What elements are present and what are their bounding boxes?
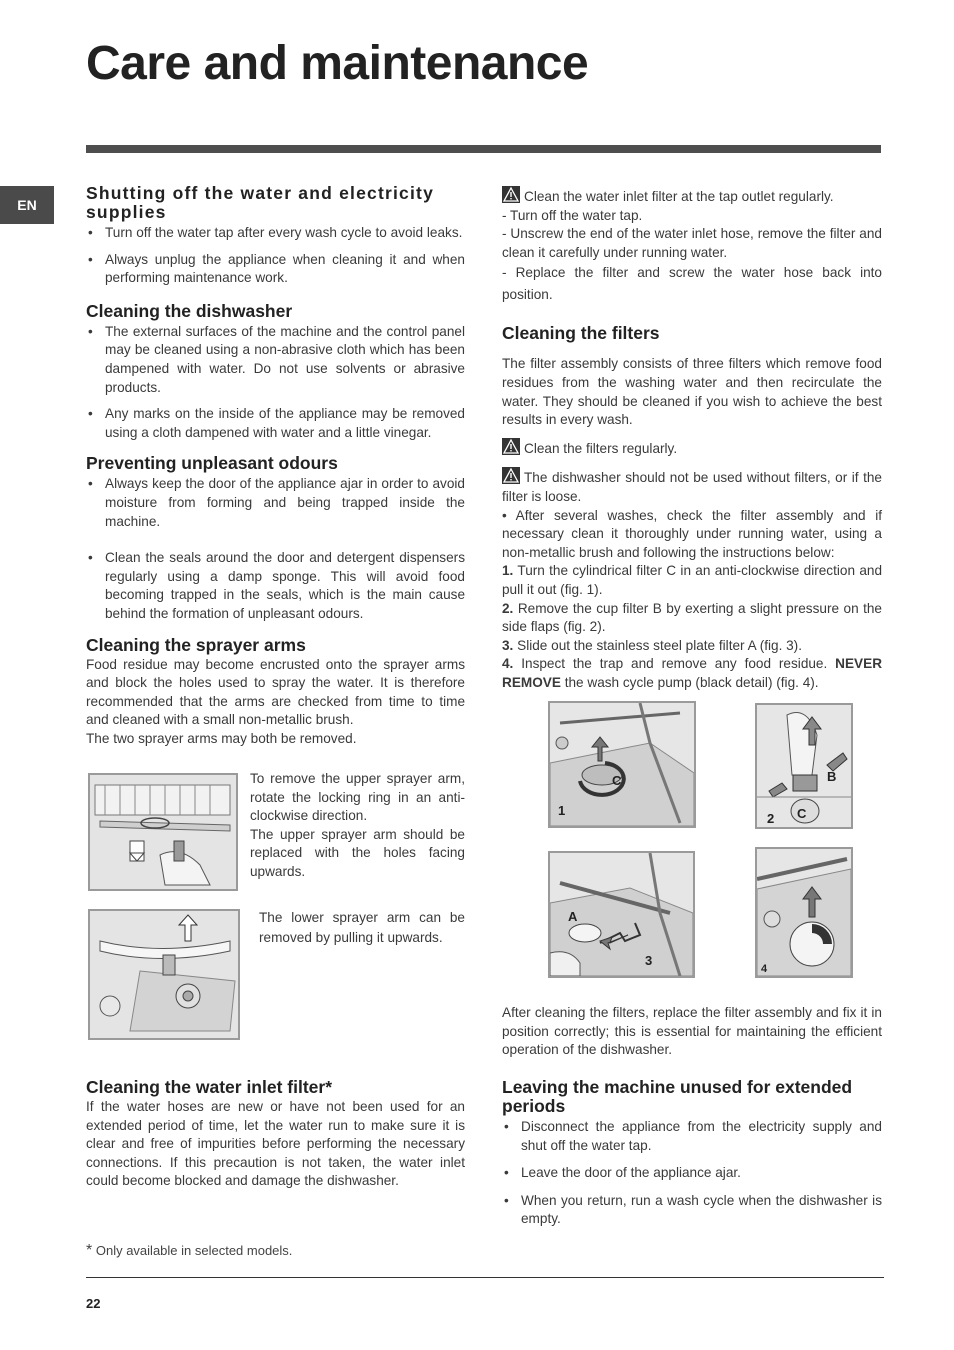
shutoff-list xyxy=(86,224,465,288)
lower-sprayer-text: The lower sprayer arm can be removed by pulling it upwards. xyxy=(259,910,465,945)
list-item: • Leave the door of the appliance ajar. xyxy=(502,1164,882,1183)
list-item: • Disconnect the appliance from the electricity supply and shut off the water tap. xyxy=(502,1118,882,1155)
filters-after-text: After cleaning the filters, replace the filter assembly and fix it in position correctly; this is essential for maintaining the efficient operation of the dishwasher. xyxy=(502,1005,882,1058)
warning-icon xyxy=(502,438,520,455)
list-item: • Always keep the door of the appliance ajar in order to avoid moisture from forming and being trapped inside the machine. xyxy=(86,475,465,531)
warning-icon xyxy=(502,186,520,203)
upper-sprayer-illustration xyxy=(88,773,238,891)
list-item: • Any marks on the inside of the appliance may be removed using a cloth dampened with water and a little vinegar. xyxy=(86,405,465,442)
figure-2 xyxy=(755,703,853,829)
filters-warning-2: The dishwasher should not be used without filters, or if the filter is loose. xyxy=(502,467,882,506)
figure-3 xyxy=(548,851,695,978)
unused-section xyxy=(502,1078,882,1229)
lower-sprayer-instructions xyxy=(259,908,465,948)
upper-sprayer-instructions xyxy=(250,770,465,882)
unused-list xyxy=(502,1118,882,1229)
filters-warning-1: Clean the filters regularly. xyxy=(502,438,882,459)
footnote xyxy=(86,1242,292,1260)
heading-unused: Leaving the machine unused for extended periods xyxy=(502,1077,853,1116)
figure-number: 3 xyxy=(645,953,653,968)
figure-number: 2 xyxy=(767,811,775,826)
inlet-step: - Unscrew the end of the water inlet hose, remove the filter and clean it carefully under running water. xyxy=(502,226,882,260)
inlet-filter-text: If the water hoses are new or have not been used for an extended period of time, let the water run to make sure it is clear and free of impurities before performing the necessary connections. If this precaution is not taken, the water inlet could become blocked and damage the dishwasher. xyxy=(86,1099,465,1189)
heading-inlet-filter: Cleaning the water inlet filter* xyxy=(86,1077,333,1097)
lower-sprayer-drawing xyxy=(90,911,238,1038)
warning-icon xyxy=(502,467,520,484)
figure-number: 1 xyxy=(558,803,566,818)
list-item: • When you return, run a wash cycle when the dishwasher is empty. xyxy=(502,1192,882,1229)
figure-label: B xyxy=(827,769,837,784)
heading-sprayer: Cleaning the sprayer arms xyxy=(86,634,306,655)
footnote-text: Only available in selected models. xyxy=(95,1243,293,1258)
upper-sprayer-text-2: The upper sprayer arm should be replaced with the holes facing upwards. xyxy=(250,826,465,879)
odours-list xyxy=(86,475,465,623)
figure-label: C xyxy=(797,806,807,821)
list-item: • Always unplug the appliance when cleaning it and when performing maintenance work. xyxy=(86,251,465,288)
sprayer-text-2: The two sprayer arms may both be removed. xyxy=(86,730,357,746)
figure-4 xyxy=(755,847,853,978)
filter-step-2: 2. Remove the cup filter B by exerting a slight pressure on the side flaps (fig. 2). xyxy=(502,600,882,635)
filters-intro: The filter assembly consists of three filters which remove food residues from the washing water and then recirculate the water. They should be cleaned if you wish to achieve the best results in every wash. xyxy=(502,356,882,428)
filters-after xyxy=(502,1004,882,1060)
figure-1 xyxy=(548,701,696,828)
inlet-warning: Clean the water inlet filter at the tap outlet regularly. xyxy=(502,186,882,207)
heading-filters: Cleaning the filters xyxy=(502,323,660,344)
heading-shutoff: Shutting off the water and electricity supplies xyxy=(86,183,434,222)
lower-sprayer-illustration xyxy=(88,909,240,1040)
footer-divider xyxy=(86,1277,884,1278)
page-number: 22 xyxy=(86,1296,101,1311)
sprayer-text: Food residue may become encrusted onto the sprayer arms and block the holes used to spray the water. It is therefore recommended that the arms are checked from time to time and cleaned with a small non-metallic brush. xyxy=(86,656,465,728)
list-item: • Clean the seals around the door and detergent dispensers regularly using a damp sponge. This will avoid food becoming trapped in the seals, which is the main cause behind the formation of unpleasant odours. xyxy=(86,549,465,623)
figure-1-drawing xyxy=(550,703,694,826)
footnote-mark: * xyxy=(86,1242,93,1259)
inlet-step: - Replace the filter and screw the water hose back into position. xyxy=(502,265,882,303)
left-column xyxy=(86,184,465,748)
upper-sprayer-drawing xyxy=(90,775,236,889)
filter-step-3: 3. Slide out the stainless steel plate filter A (fig. 3). xyxy=(502,637,802,653)
filter-step-1: 1. Turn the cylindrical filter C in an anti-clockwise direction and pull it out (fig. 1). xyxy=(502,563,882,597)
page-title: Care and maintenance xyxy=(86,37,589,90)
figure-number: 4 xyxy=(761,963,768,975)
figure-label: C xyxy=(612,773,622,788)
inlet-step: - Turn off the water tap. xyxy=(502,207,643,223)
figure-4-drawing xyxy=(757,849,851,976)
list-item: • Turn off the water tap after every wash cycle to avoid leaks. xyxy=(86,224,465,243)
filter-step-4: 4. Inspect the trap and remove any food residue. NEVER REMOVE the wash cycle pump (black detail) (fig. 4). xyxy=(502,656,883,690)
inlet-filter-section xyxy=(86,1078,465,1191)
filters-bullet: • After several washes, check the filter assembly and if necessary clean it thoroughly under running water, using a non-metallic brush and following the instructions below: xyxy=(502,507,882,560)
language-tab: EN xyxy=(0,186,54,224)
upper-sprayer-text: To remove the upper sprayer arm, rotate the locking ring in an anti-clockwise direction. xyxy=(250,771,465,824)
list-item: • The external surfaces of the machine and the control panel may be cleaned using a non-abrasive cloth which has been dampened with water. Do not use solvents or abrasive products. xyxy=(86,323,465,397)
heading-odours: Preventing unpleasant odours xyxy=(86,453,338,474)
right-column xyxy=(502,186,882,692)
cleaning-list xyxy=(86,323,465,443)
header-divider xyxy=(86,145,881,153)
heading-cleaning-dishwasher: Cleaning the dishwasher xyxy=(86,300,293,321)
figure-label: A xyxy=(568,909,578,924)
